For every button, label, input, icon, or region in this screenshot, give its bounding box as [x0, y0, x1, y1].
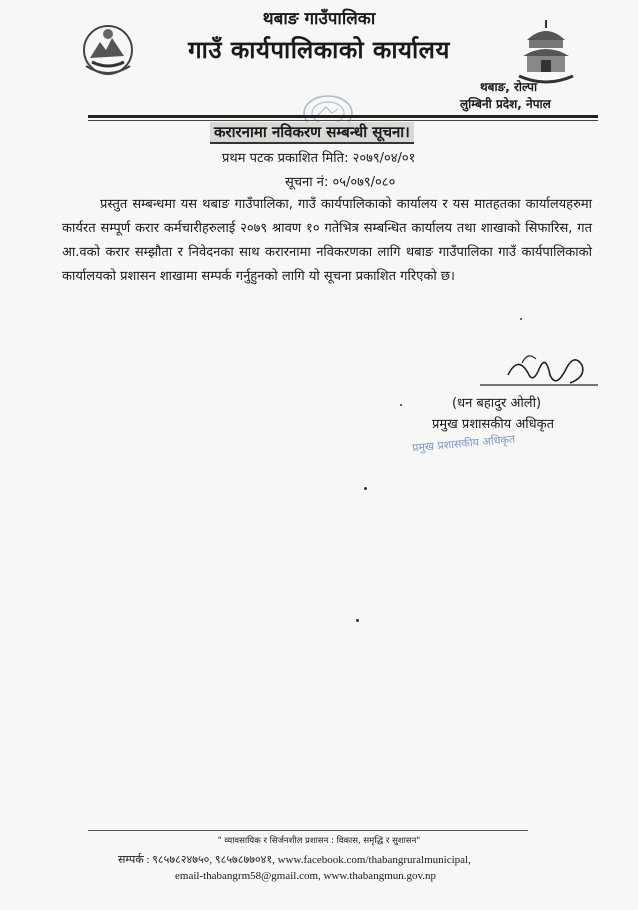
address-line1: थबाङ, रोल्पा: [480, 80, 538, 94]
contact-line2: email-thabangrm58@gmail.com, www.thabangmun.gov.np: [175, 870, 437, 882]
scan-speck: [364, 487, 367, 490]
scan-speck: [400, 404, 402, 406]
notice-title: करारनामा नविकरण सम्बन्धी सूचना।: [210, 122, 414, 144]
contact-line1: सम्पर्क : ९८५७८२४७५०, ९८५७८७७०४१, www.facebook.com/thabangruralmunicipal,: [118, 854, 471, 866]
address-line2: लुम्बिनी प्रदेश, नेपाल: [460, 97, 551, 111]
office-name: गाउँ कार्यपालिकाको कार्यालय: [188, 36, 450, 64]
signatory-name: (धन बहादुर ओली): [452, 396, 542, 411]
scan-speck: [356, 619, 359, 622]
notice-body: प्रस्तुत सम्बन्धमा यस थबाङ गाउँपालिका, गाउँ कार्यपालिकाको कार्यालय र यस मातहतका कार्यालयहरुमा कार्यरत सम्पूर्ण करार कर्मचारीहरुलाई २०७९ श्रावण १० गतेभित्र सम्बन्धित कार्यालय तथा शाखाको सिफारिस, गत आ.वको करार सम्झौता र निवेदनका साथ करारनामा नविकरणका लागि थबाङ गाउँपालिका गाउँ कार्यपालिकाको कार्यालयको प्रशासन शाखामा सम्पर्क गर्नुहुनको लागि यो सूचना प्रकाशित गरिएको छ।: [62, 197, 592, 284]
footer-motto: " व्यावसायिक र सिर्जनशील प्रशासन : विकास, समृद्धि र सुशासन": [217, 836, 421, 846]
municipality-name: थबाङ गाउँपालिका: [262, 9, 376, 29]
scan-speck: [520, 318, 522, 320]
published-date: प्रथम पटक प्रकाशित मिति: २०७९/०४/०१: [222, 151, 416, 166]
footer-divider: [88, 830, 528, 831]
signature-icon: [478, 345, 600, 397]
header-divider-thin: [88, 120, 598, 121]
designation-stamp: प्रमुख प्रशासकीय अधिकृत: [411, 432, 516, 455]
header-divider: [88, 115, 598, 118]
notice-number: सूचना नं: ०५/०७९/०८०: [285, 175, 396, 190]
signatory-title: प्रमुख प्रशासकीय अधिकृत: [432, 417, 555, 432]
